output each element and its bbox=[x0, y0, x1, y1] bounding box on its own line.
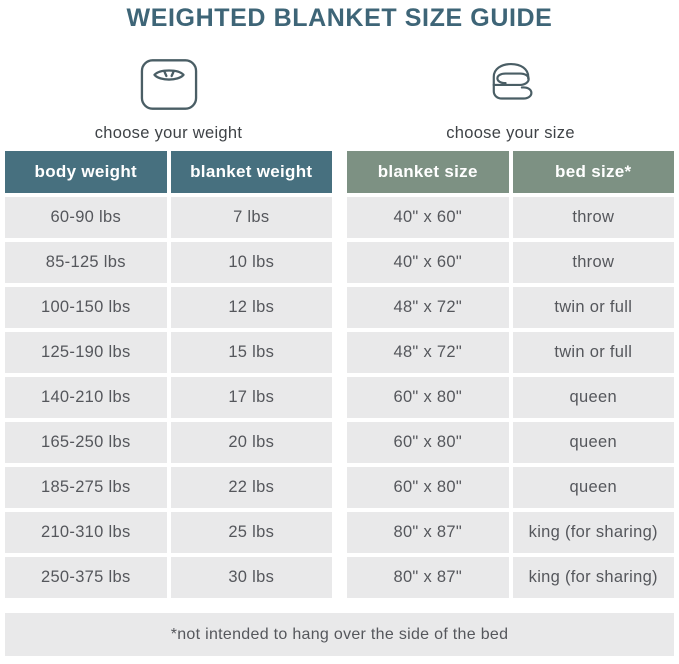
table-cell: king (for sharing) bbox=[513, 512, 675, 553]
table-cell: 85-125 lbs bbox=[5, 242, 167, 283]
column-header: blanket size bbox=[347, 151, 509, 193]
table-cell: twin or full bbox=[513, 332, 675, 373]
table-cell: 60" x 80" bbox=[347, 467, 509, 508]
table-cell: 165-250 lbs bbox=[5, 422, 167, 463]
table-cell: queen bbox=[513, 422, 675, 463]
table-cell: queen bbox=[513, 377, 675, 418]
page-title: WEIGHTED BLANKET SIZE GUIDE bbox=[126, 4, 553, 32]
table-cell: 100-150 lbs bbox=[5, 287, 167, 328]
scale-icon bbox=[140, 53, 198, 115]
size-section-caption: choose your size bbox=[446, 124, 575, 142]
table-cell: 40" x 60" bbox=[347, 242, 509, 283]
weight-section-header bbox=[5, 33, 332, 151]
size-section-header bbox=[347, 33, 674, 151]
footnote: *not intended to hang over the side of the bed bbox=[5, 613, 674, 656]
table-cell: 30 lbs bbox=[171, 557, 333, 598]
table-cell: throw bbox=[513, 242, 675, 283]
table-cell: 80" x 87" bbox=[347, 512, 509, 553]
table-cell: 25 lbs bbox=[171, 512, 333, 553]
table-cell: 48" x 72" bbox=[347, 332, 509, 373]
weight-section-caption: choose your weight bbox=[94, 124, 243, 142]
table-cell: 20 lbs bbox=[171, 422, 333, 463]
tables-row bbox=[5, 151, 674, 598]
table-cell: 17 lbs bbox=[171, 377, 333, 418]
table-cell: 60-90 lbs bbox=[5, 197, 167, 238]
size-table bbox=[347, 151, 674, 598]
table-cell: 40" x 60" bbox=[347, 197, 509, 238]
table-cell: 60" x 80" bbox=[347, 377, 509, 418]
table-cell: 210-310 lbs bbox=[5, 512, 167, 553]
table-cell: 12 lbs bbox=[171, 287, 333, 328]
table-cell: 125-190 lbs bbox=[5, 332, 167, 373]
table-cell: king (for sharing) bbox=[513, 557, 675, 598]
column-header: bed size* bbox=[513, 151, 675, 193]
column-header: body weight bbox=[5, 151, 167, 193]
blanket-icon bbox=[482, 53, 540, 115]
table-cell: twin or full bbox=[513, 287, 675, 328]
table-cell: queen bbox=[513, 467, 675, 508]
section-headers-row bbox=[5, 33, 674, 151]
table-cell: 15 lbs bbox=[171, 332, 333, 373]
table-cell: 80" x 87" bbox=[347, 557, 509, 598]
table-cell: 10 lbs bbox=[171, 242, 333, 283]
table-cell: 185-275 lbs bbox=[5, 467, 167, 508]
table-cell: 140-210 lbs bbox=[5, 377, 167, 418]
table-cell: 22 lbs bbox=[171, 467, 333, 508]
table-cell: 48" x 72" bbox=[347, 287, 509, 328]
table-cell: 7 lbs bbox=[171, 197, 333, 238]
column-header: blanket weight bbox=[171, 151, 333, 193]
table-cell: 250-375 lbs bbox=[5, 557, 167, 598]
table-cell: 60" x 80" bbox=[347, 422, 509, 463]
weight-table bbox=[5, 151, 332, 598]
table-cell: throw bbox=[513, 197, 675, 238]
